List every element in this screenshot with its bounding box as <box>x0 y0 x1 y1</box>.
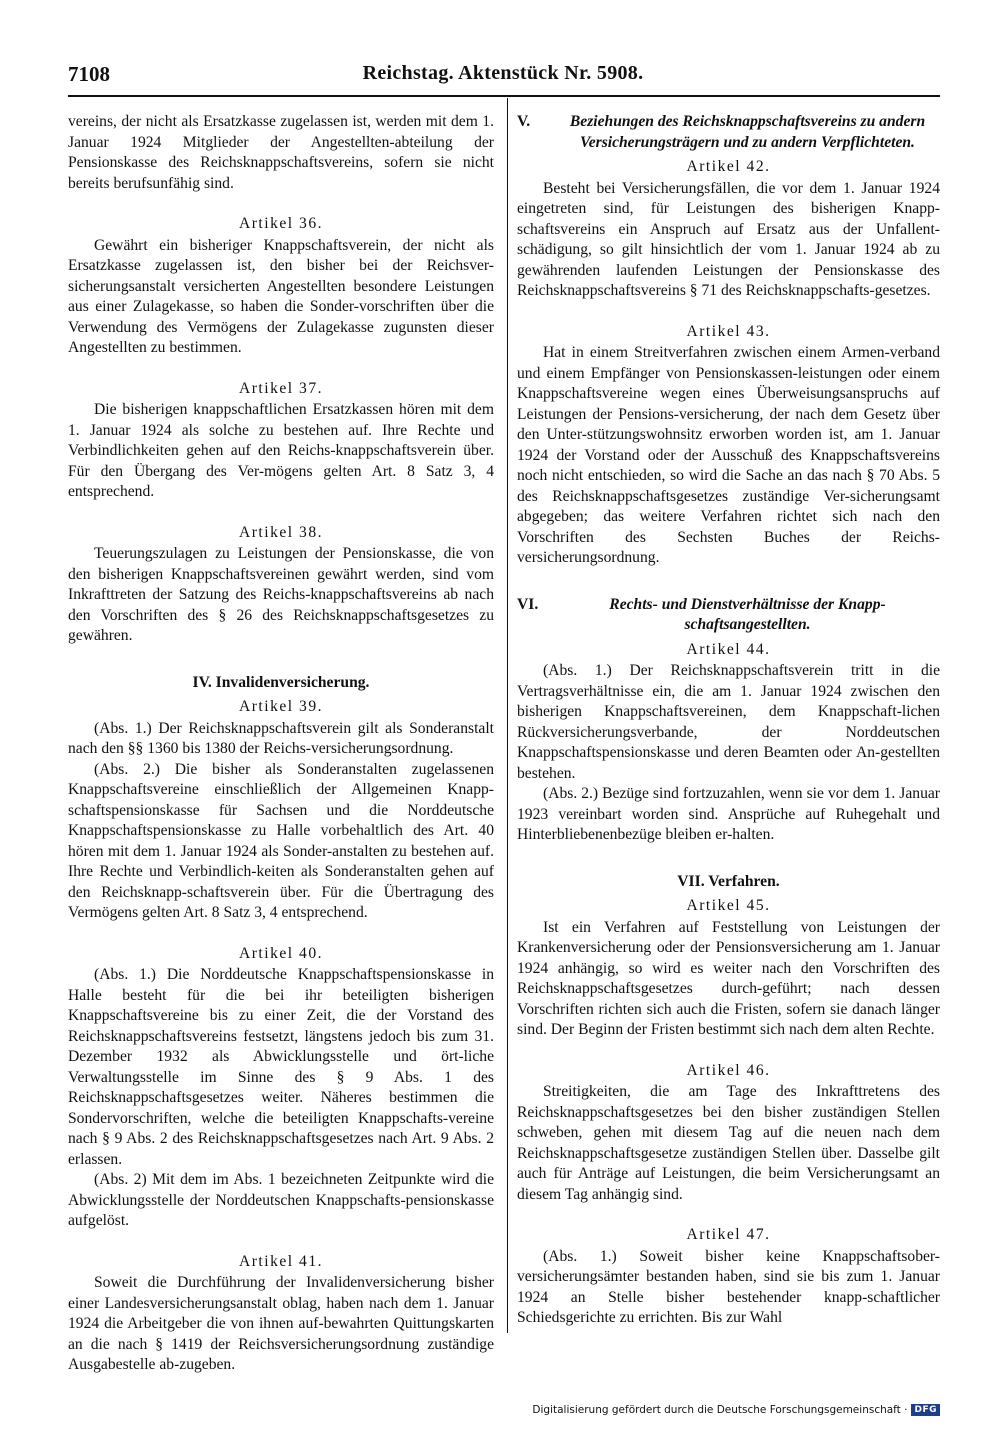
article-46-text: Streitigkeiten, die am Tage des Inkrafttretens des Reichsknappschaftsgesetzes bei den bisher zuständigen Stellen schweben, gehen mit diesem Tag auf die neuen nach dem Reichsknappschaftsgesetze zuständigen Stellen über. Dasselbe gilt auch für Anträge auf Leistungen, die beim Versicherungsamt an diesem Tag anhängig sind. <box>517 1083 940 1203</box>
left-column <box>68 112 494 1376</box>
article-39-heading: Artikel 39. <box>238 698 324 715</box>
article-39-para-1: (Abs. 1.) Der Reichsknappschaftsverein gilt als Sonderanstalt nach den §§ 1360 bis 1380 der Reichs-versicherungsordnung. <box>68 719 494 757</box>
article-45-heading: Artikel 45. <box>686 897 771 914</box>
header-rule <box>68 95 940 97</box>
article-36-heading: Artikel 36. <box>238 215 324 232</box>
article-42-heading: Artikel 42. <box>686 158 771 175</box>
intro-paragraph: vereins, der nicht als Ersatzkasse zugelassen ist, werden mit dem 1. Januar 1924 Mitglieder der Angestellten-abteilung der Pensionskasse des Reichsknappschaftsvereins, sofern sie nicht bereits berufsunfähig sind. <box>68 113 494 192</box>
article-40-para-2: (Abs. 2) Mit dem im Abs. 1 bezeichneten Zeitpunkte wird die Abwicklungsstelle der Norddeutschen Knappschafts-pensionskasse aufgelöst. <box>68 1171 494 1229</box>
article-47-heading: Artikel 47. <box>686 1226 771 1243</box>
article-44-para-1: (Abs. 1.) Der Reichsknappschaftsverein tritt in die Vertragsverhältnisse ein, die am 1. Januar 1924 zwischen den bisherigen Knappschaftsvereinen, dem Knappschaft-lichen Rückversicherungsverbande, der Norddeutschen Knappschaftspensionskasse und deren Beamten oder An-gestellten bestehen. <box>517 662 940 782</box>
article-37-heading: Artikel 37. <box>238 379 324 397</box>
credit-text: Digitalisierung gefördert durch die Deutsche Forschungsgemeinschaft · <box>532 1404 908 1416</box>
article-38-text: Teuerungszulagen zu Leistungen der Pensionskasse, die von den bisherigen Knappschaftsvereinen gewährt werden, sind vom Inkrafttreten der Satzung des Reichs-knappschaftsvereins ab nach den Vorschriften des § 26 des Reichsknappschaftsgesetzes zu gewähren. <box>68 545 494 644</box>
article-36-text: Gewährt ein bisheriger Knappschaftsverein, der nicht als Ersatzkasse zugelassen ist, den bisher bei der Reichsver-sicherungsanstalt versicherten Angestellten besondere Leistungen aus einer Zulagekasse, so haben die Sonder-vorschriften über die Verwendung des Vermögens der Zulagekasse zugunsten dieser Angestellten zu bestimmen. <box>68 236 494 356</box>
article-43-heading: Artikel 43. <box>686 322 771 340</box>
section-vi-heading <box>517 595 940 636</box>
article-41-heading: Artikel 41. <box>238 1252 324 1270</box>
article-44-heading: Artikel 44. <box>686 640 771 658</box>
right-column <box>517 112 940 1329</box>
page-header <box>68 58 938 90</box>
section-v-title: Beziehungen des Reichsknappschaftsvereins zu andern Versicherungsträgern und zu andern Verpflichteten. <box>569 113 926 151</box>
section-iv-heading: IV. Invalidenversicherung. <box>192 673 370 691</box>
article-43-text: Hat in einem Streitverfahren zwischen einem Armen-verband und einem Empfänger von Pensionskassen-leistungen oder einem Knappschaftsvereine wegen eines Überweisungsanspruchs auf Leistungen der Pensions-versicherung, der nach dem Gesetz über den Unter-stützungswohnsitz erworben worden ist, am 1. Januar 1924 der Vorstand oder der Ausschuß des Knappschaftsvereins noch nicht entschieden, so wird die Sache an das nach § 70 Abs. 5 des Reichsknappschaftsgesetzes zuständige Ver-sicherungsamt abgegeben; das weitere Verfahren richtet sich nach den Vorschriften des Sechsten Buches der Reichs-versicherungsordnung. <box>517 344 940 566</box>
section-v-number: V. <box>517 113 531 130</box>
article-41-text: Soweit die Durchführung der Invalidenversicherung bisher einer Landesversicherungsanstalt oblag, haben nach dem 1. Januar 1924 die Arbeitgeber die von ihnen auf-bewahrten Quittungskarten an die nach § 1419 der Reichsversicherungsordnung zuständige Ausgabestelle ab-zugeben. <box>68 1274 494 1373</box>
section-vi-title: Rechts- und Dienstverhältnisse der Knapp-schaftsangestellten. <box>609 595 886 633</box>
section-v-heading <box>517 112 940 153</box>
article-38-heading: Artikel 38. <box>238 523 324 541</box>
running-title: Reichstag. Aktenstück Nr. 5908. <box>362 62 644 84</box>
article-42-text: Besteht bei Versicherungsfällen, die vor dem 1. Januar 1924 eingetreten sind, für Leistungen des bisherigen Knapp-schaftsvereins ein Anspruch auf Ersatz aus der Unfallent-schädigung, so gilt hinsichtlich der vom 1. Januar 1924 ab zu gewährenden laufenden Leistungen der Pensionskasse des Reichsknappschaftsvereins § 71 des Reichsknappschafts-gesetzes. <box>517 179 940 299</box>
article-40-para-1: (Abs. 1.) Die Norddeutsche Knappschaftspensionskasse in Halle besteht für die bei ihr beteiligten bisherigen Knappschaftsvereine bis zu einer Zeit, die der Vorstand des Reichsknappschaftsvereins festsetzt, längstens jedoch bis zum 31. Dezember 1932 als Abwicklungsstelle und ört-liche Verwaltungsstelle im Sinne des § 9 Abs. 1 des Reichsknappschaftsgesetzes weiter. Näheres bestimmen die Sondervorschriften, welche die beteiligten Knappschafts-vereine nach § 9 Abs. 2 des Reichsknappschaftsgesetzes nach Art. 9 Abs. 2 erlassen. <box>68 966 494 1168</box>
article-39-para-2: (Abs. 2.) Die bisher als Sonderanstalten zugelassenen Knappschaftsvereine einschließlich der Allgemeinen Knapp-schaftspensionskasse für Sachsen und die Norddeutsche Knappschaftspensionskasse zu Halle vorbehaltlich des Art. 40 hören mit dem 1. Januar 1924 als Sonder-anstalten zu bestehen auf. Ihre Rechte und Verbindlich-keiten als Sonderanstalten gehen auf den Reichsknapp-schaftsverein über. Für die Übertragung des Vermögens gelten Art. 8 Satz 3, 4 entsprechend. <box>68 760 494 921</box>
dfg-logo-icon: DFG <box>911 1404 940 1416</box>
article-37-text: Die bisherigen knappschaftlichen Ersatzkassen hören mit dem 1. Januar 1924 als solche zu bestehen auf. Ihre Rechte und Verbindlichkeiten gehen auf den Reichs-knappschaftsverein über. Für den Übergang des Ver-mögens gelten Art. 8 Satz 3, 4 entsprechend. <box>68 401 494 500</box>
digitization-credit <box>532 1404 940 1416</box>
section-vii-heading: VII. Verfahren. <box>677 872 780 890</box>
article-45-text: Ist ein Verfahren auf Feststellung von Leistungen der Krankenversicherung oder der Pensionsversicherung am 1. Januar 1924 anhängig, so wird es weiter nach den Vorschriften des Reichsknappschaftsgesetzes durch-geführt; nach dessen Vorschriften richten sich auch die Fristen, sofern sie danach länger sind. Der Beginn der Fristen bestimmt sich nach dem alten Rechte. <box>517 918 940 1038</box>
article-40-heading: Artikel 40. <box>238 944 324 962</box>
article-47-text: (Abs. 1.) Soweit bisher keine Knappschaftsober-versicherungsämter bestanden haben, sind sie bis zum 1. Januar 1924 an Stelle bisher bestehender knapp-schaftlicher Schiedsgerichte zu errichten. Bis zur Wahl <box>517 1247 940 1326</box>
article-46-heading: Artikel 46. <box>686 1061 771 1079</box>
column-divider <box>507 98 508 1333</box>
page-number: 7108 <box>68 62 110 86</box>
article-44-para-2: (Abs. 2.) Bezüge sind fortzuzahlen, wenn sie vor dem 1. Januar 1923 vereinbart worden sind. Ansprüche auf Ruhegehalt und Hinterbliebenenbezüge bleiben er-halten. <box>517 785 940 843</box>
section-vi-number: VI. <box>517 595 539 613</box>
